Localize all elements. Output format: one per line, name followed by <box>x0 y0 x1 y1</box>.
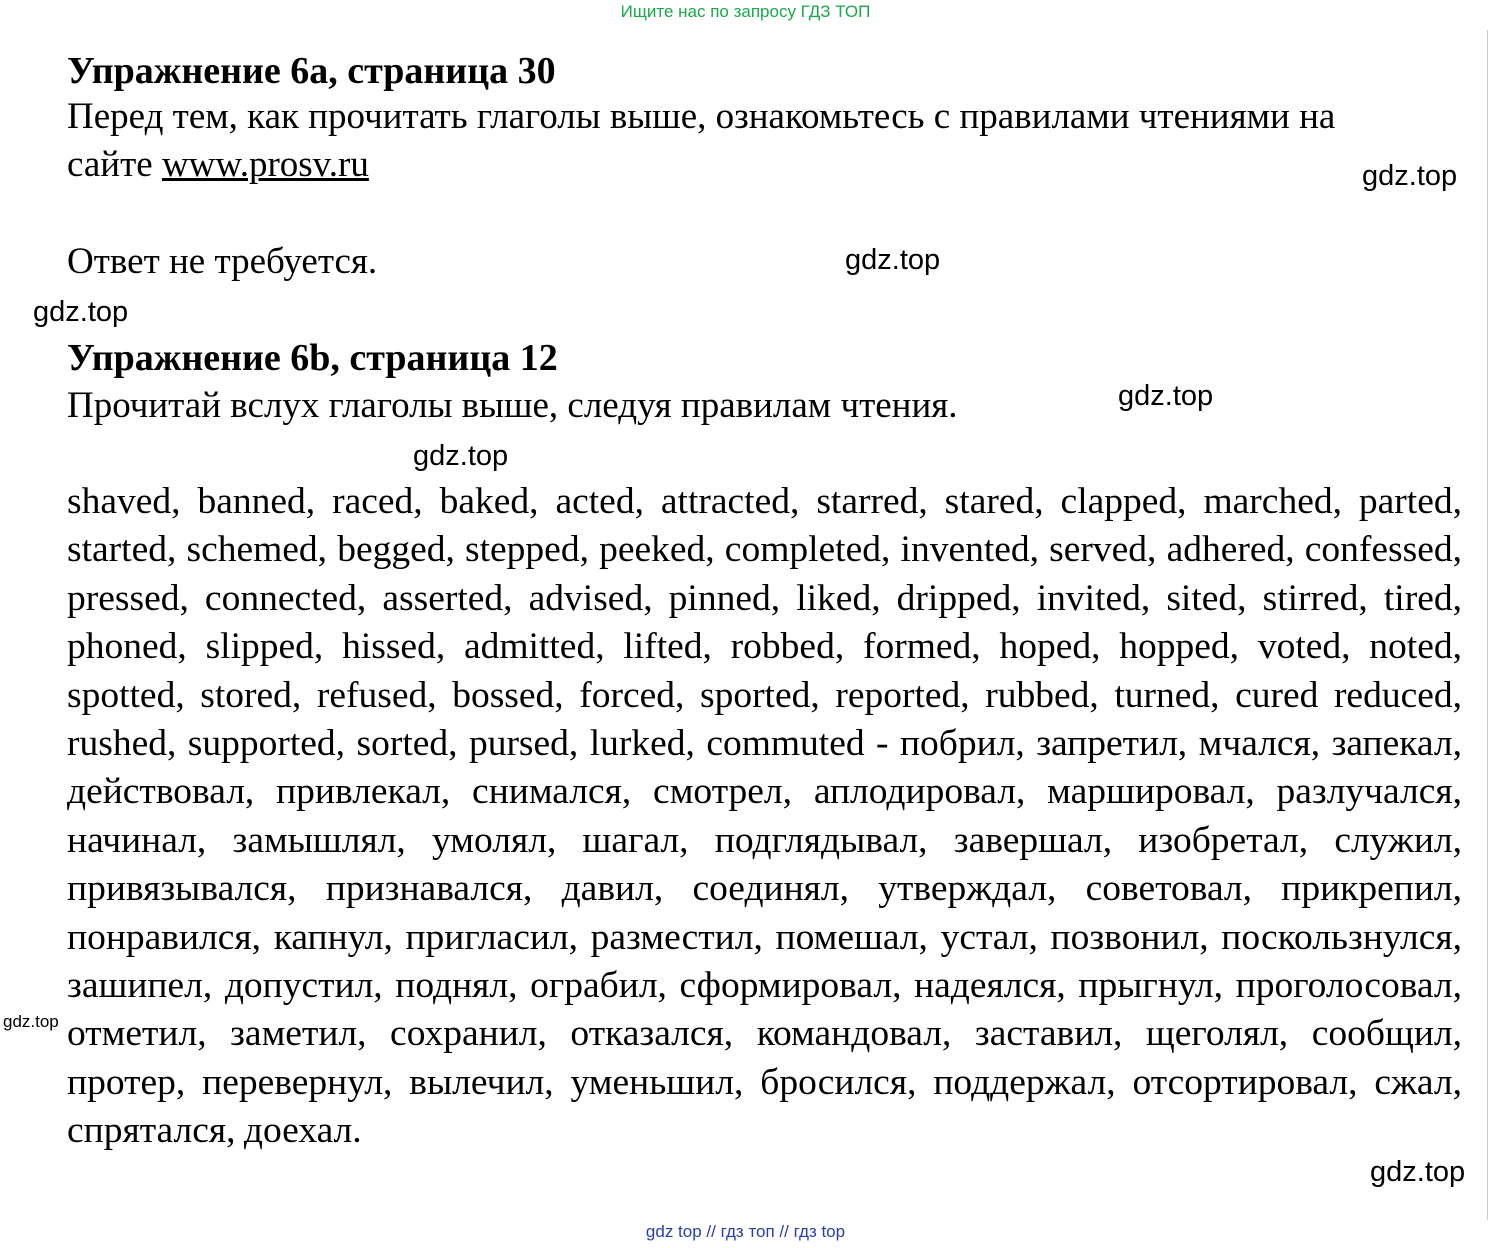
exercise-6a-answer-block <box>67 238 1462 286</box>
exercise-6a-answer: Ответ не требуется. <box>67 241 378 282</box>
watermark: gdz.top <box>1362 160 1458 192</box>
exercise-6a-heading: Упражнение 6a, страница 30 <box>67 50 556 92</box>
watermark: gdz.top <box>3 1012 59 1031</box>
watermark: gdz.top <box>1118 380 1214 412</box>
exercise-6b-heading: Упражнение 6b, страница 12 <box>67 337 558 379</box>
watermark: gdz.top <box>1370 1156 1466 1188</box>
exercise-6b-section <box>67 336 1462 430</box>
watermark: gdz.top <box>33 296 129 328</box>
exercise-6a-instruction <box>67 93 1387 189</box>
footer-links[interactable]: gdz top // гдз топ // гдз top <box>645 1222 846 1241</box>
exercise-6b-instruction: Прочитай вслух глаголы выше, следуя правилам чтения. <box>67 385 958 426</box>
exercise-6b-words-block <box>67 478 1462 1156</box>
watermark: gdz.top <box>845 244 941 276</box>
exercise-6a-section <box>67 49 1462 189</box>
watermark: gdz.top <box>413 440 509 472</box>
verb-list: shaved, banned, raced, baked, acted, attracted, starred, stared, clapped, marched, parted, started, schemed, begged, stepped, peeked, completed, invented, served, adhered, confessed, pressed, connected, asserted, advised, pinned, liked, dripped, invited, sited, stirred, tired, phoned, slipped, hissed, admitted, lifted, robbed, formed, hoped, hopped, voted, noted, spotted, stored, refused, bossed, forced, sported, reported, rubbed, turned, cured reduced, rushed, supported, sorted, pursed, lurked, commuted - побрил, запретил, мчался, запекал, действовал, привлекал, снимался, смотрел, аплодировал, маршировал, разлучался, начинал, замышлял, умолял, шагал, подглядывал, завершал, изобретал, служил, привязывался, признавался, давил, соединял, утверждал, советовал, прикрепил, понравился, капнул, пригласил, разместил, помешал, устал, позвонил, поскользнулся, зашипел, допустил, поднял, ограбил, сформировал, надеялся, прыгнул, проголосовал, отметил, заметил, сохранил, отказался, командовал, заставил, щеголял, сообщил, протер, перевернул, вылечил, уменьшил, бросился, поддержал, отсортировал, сжал, спрятался, доехал. <box>67 481 1462 1152</box>
exercise-6a-instruction-text: Перед тем, как прочитать глаголы выше, ознакомьтесь с правилами чтениями на сайте <box>67 96 1336 185</box>
prosv-link[interactable]: www.prosv.ru <box>161 144 369 185</box>
page-edge-line <box>1487 30 1488 1220</box>
top-banner[interactable]: Ищите нас по запросу ГДЗ ТОП <box>620 2 871 21</box>
